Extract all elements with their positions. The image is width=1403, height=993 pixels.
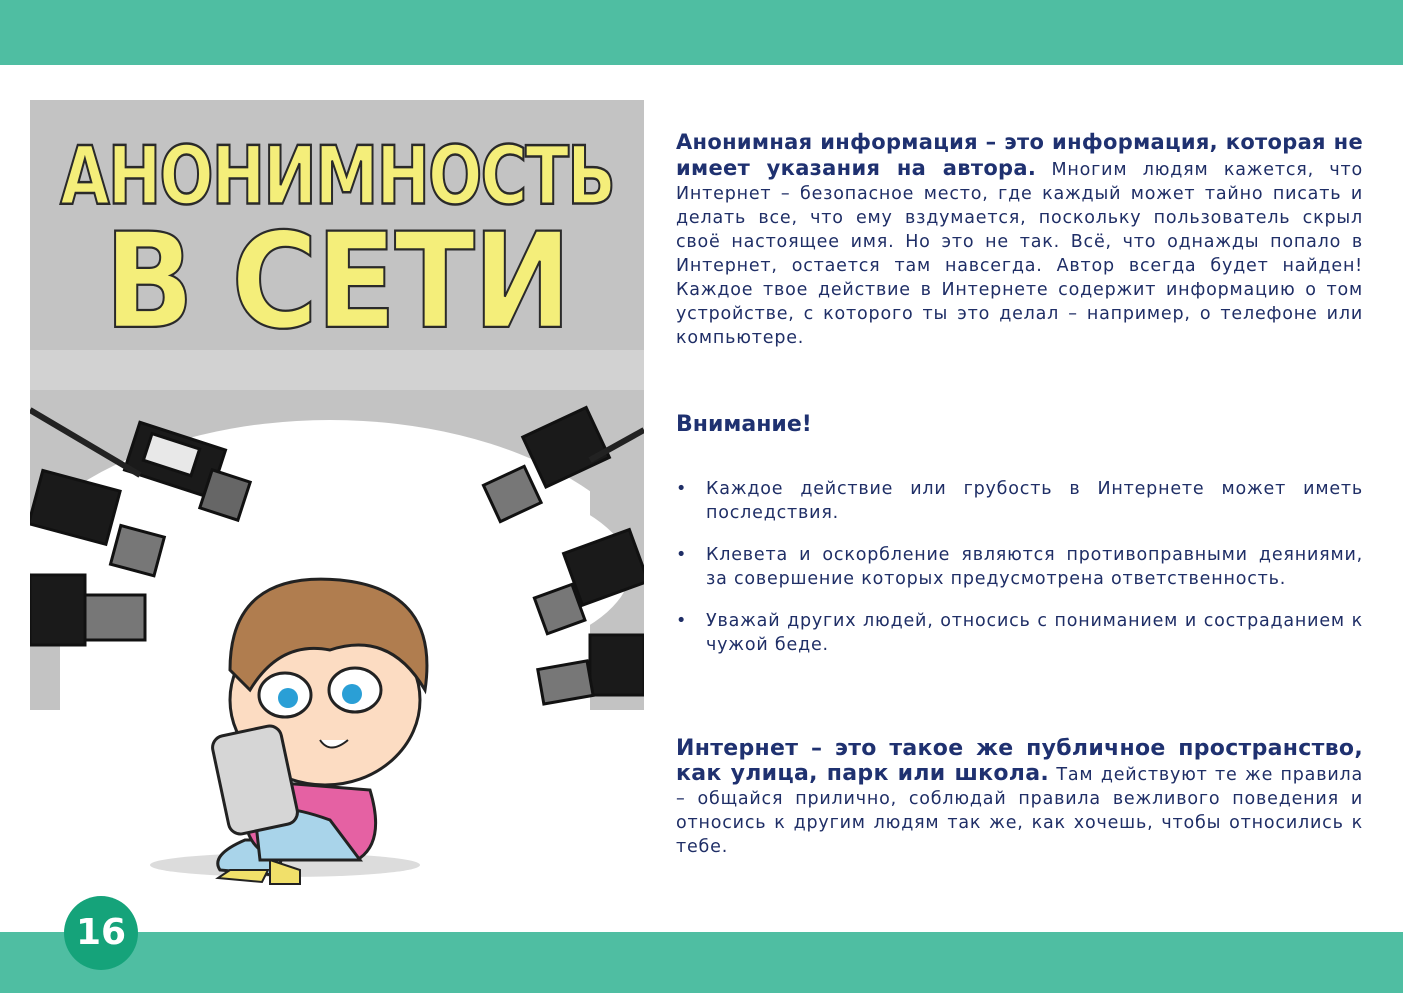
closing-paragraph	[676, 737, 1363, 859]
attention-section	[676, 412, 1363, 437]
poster-title-line2: В СЕТИ	[104, 203, 570, 359]
page-number-badge: 16	[64, 896, 138, 970]
closing-lead: Интернет – это такое же публичное пространство, как улица, парк или школа.	[676, 736, 1363, 786]
intro-body: Многим людям кажется, что Интернет – безопасное место, где каждый может тайно писать и делать все, что ему вздумается, поскольку пользователь скрыл своё настоящее имя. Но это не так. Всё, что однажды попало в Интернет, остается там навсегда. Автор всегда будет найден! Каждое твое действие в Интернете содержит информацию о том устройстве, с которого ты это делал – например, о телефоне или компьютере.	[676, 160, 1363, 348]
intro-paragraph	[676, 130, 1363, 350]
poster-title-line1: АНОНИМНОСТЬ	[60, 130, 614, 224]
list-item-text: Каждое действие или грубость в Интернете может иметь последствия.	[706, 479, 1363, 523]
list-item	[676, 477, 1363, 525]
closing-section	[676, 737, 1363, 859]
list-item	[676, 609, 1363, 657]
intro-section	[676, 130, 1363, 350]
list-item-text: Уважай других людей, относись с пониманием и состраданием к чужой беде.	[706, 611, 1363, 655]
attention-heading: Внимание!	[676, 412, 812, 437]
closing-body: Там действуют те же правила – общайся прилично, соблюдай правила вежливого поведения и относись к другим людям так же, как хочешь, чтобы относились к тебе.	[676, 765, 1363, 857]
list-item-text: Клевета и оскорбление являются противоправными деяниями, за совершение которых предусмотрена ответственность.	[706, 545, 1363, 589]
bottom-band	[0, 932, 1403, 993]
intro-lead: Анонимная информация – это информация, которая не имеет указания на автора.	[676, 130, 1363, 180]
attention-list	[676, 477, 1363, 657]
top-band	[0, 0, 1403, 65]
bullet-icon: •	[676, 479, 688, 499]
bullet-icon: •	[676, 545, 688, 565]
attention-list-wrap	[676, 477, 1363, 675]
bullet-icon: •	[676, 611, 688, 631]
list-item	[676, 543, 1363, 591]
poster-illustration	[30, 100, 644, 890]
